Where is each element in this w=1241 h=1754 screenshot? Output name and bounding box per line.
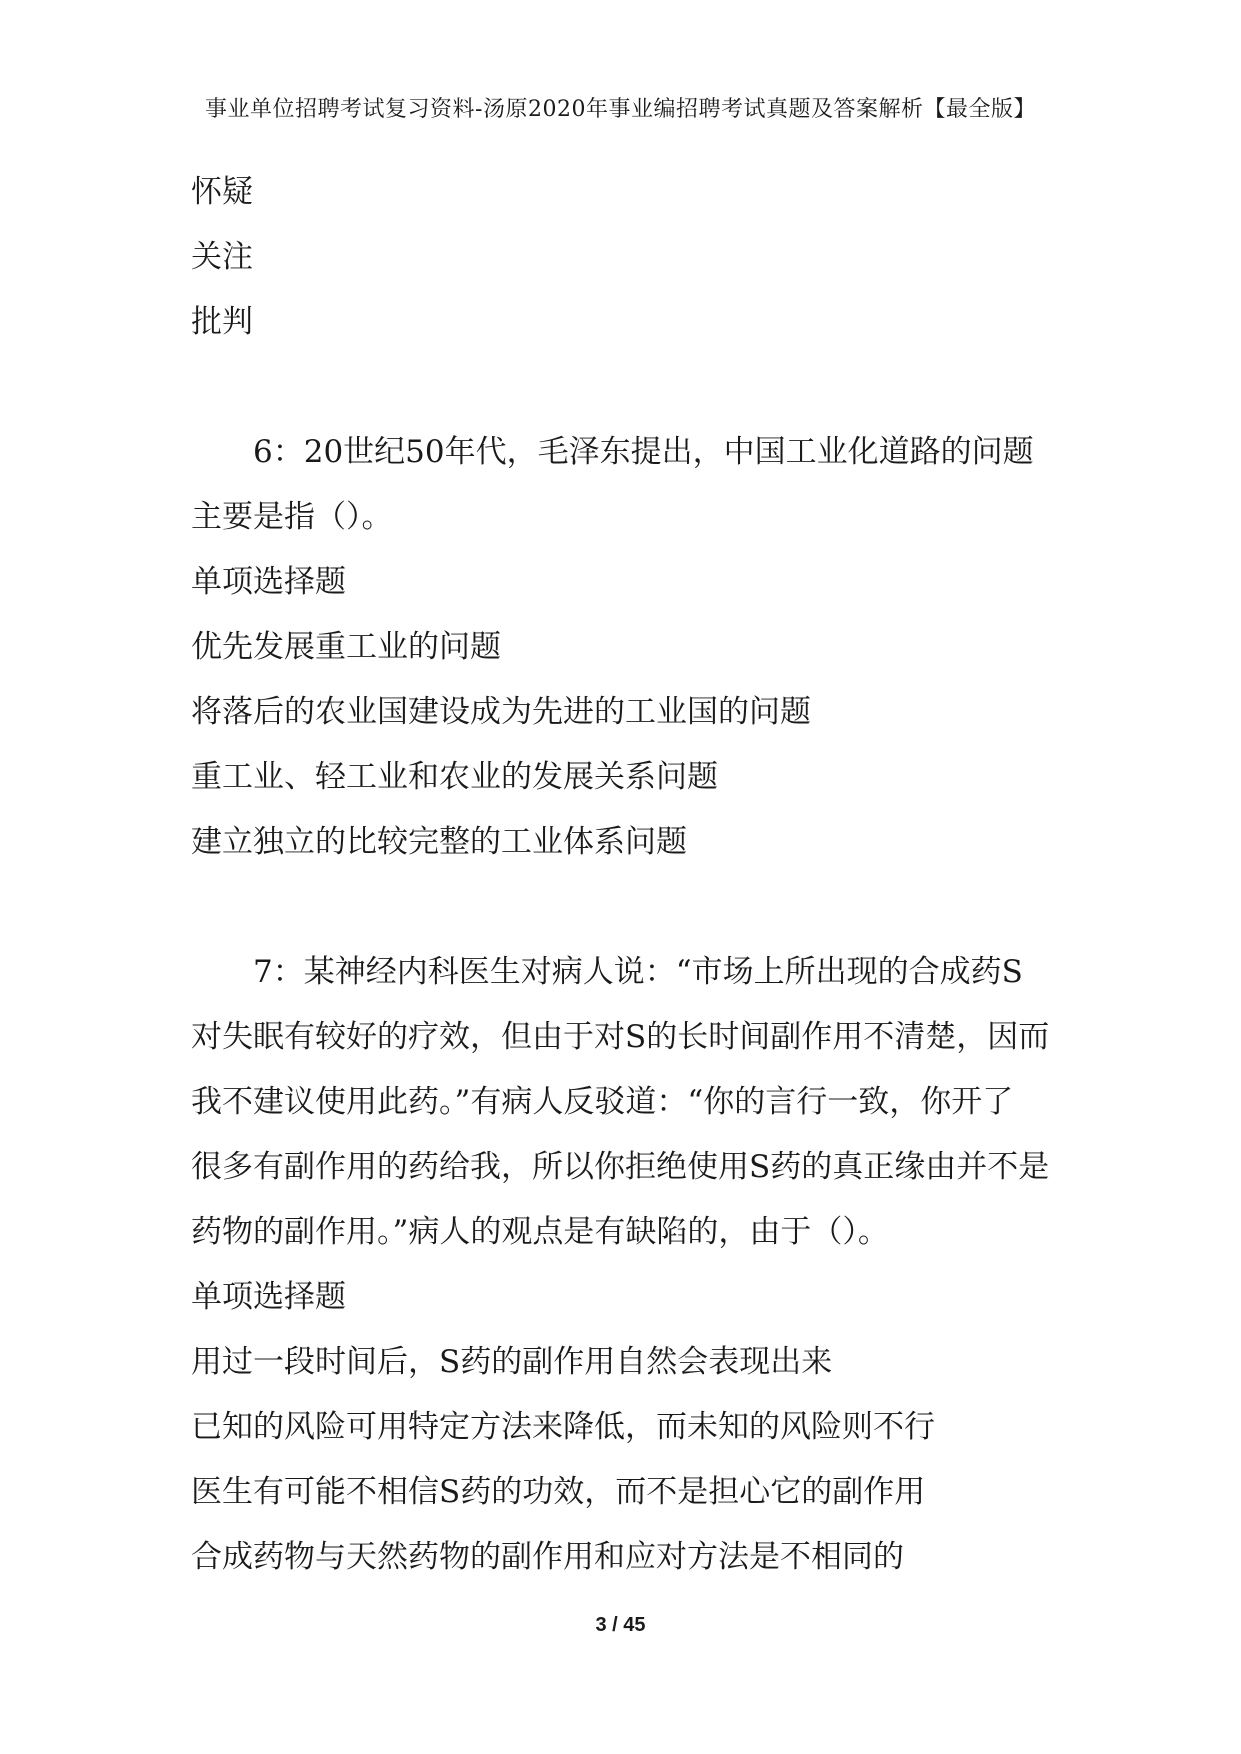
option-text: 医生有可能不相信S药的功效，而不是担心它的副作用 — [191, 1474, 926, 1510]
question-stem: 药物的副作用。”病人的观点是有缺陷的，由于（）。 — [191, 1214, 889, 1250]
option-text: 已知的风险可用特定方法来降低，而未知的风险则不行 — [191, 1409, 935, 1445]
option-text: 合成药物与天然药物的副作用和应对方法是不相同的 — [191, 1539, 904, 1575]
question-stem: 7：某神经内科医生对病人说：“市场上所出现的合成药S — [253, 954, 1023, 990]
question-7 — [191, 940, 1061, 1590]
option-text: 用过一段时间后，S药的副作用自然会表现出来 — [191, 1344, 833, 1380]
option-text: 批判 — [191, 304, 253, 340]
spacer — [191, 875, 1061, 940]
question-stem: 很多有副作用的药给我，所以你拒绝使用S药的真正缘由并不是 — [191, 1149, 1050, 1185]
question-stem: 主要是指（）。 — [191, 499, 393, 535]
question-type: 单项选择题 — [191, 1279, 346, 1315]
option-text: 怀疑 — [191, 174, 253, 210]
option-text: 关注 — [191, 239, 253, 275]
question-type: 单项选择题 — [191, 564, 346, 600]
page-number: 3 / 45 — [595, 1614, 646, 1636]
question-6 — [191, 420, 1061, 875]
option-text: 重工业、轻工业和农业的发展关系问题 — [191, 759, 718, 795]
spacer — [191, 355, 1061, 420]
question-stem: 对失眠有较好的疗效，但由于对S的长时间副作用不清楚，因而 — [191, 1019, 1050, 1055]
question-stem: 我不建议使用此药。”有病人反驳道：“你的言行一致，你开了 — [191, 1084, 1014, 1120]
page-header: 事业单位招聘考试复习资料-汤原2020年事业编招聘考试真题及答案解析【最全版】 — [205, 97, 1036, 122]
option-text: 优先发展重工业的问题 — [191, 629, 501, 665]
option-text: 将落后的农业国建设成为先进的工业国的问题 — [191, 694, 811, 730]
option-text: 建立独立的比较完整的工业体系问题 — [191, 824, 687, 860]
question-stem: 6：20世纪50年代，毛泽东提出，中国工业化道路的问题 — [253, 434, 1034, 470]
page-content — [191, 160, 1061, 1590]
